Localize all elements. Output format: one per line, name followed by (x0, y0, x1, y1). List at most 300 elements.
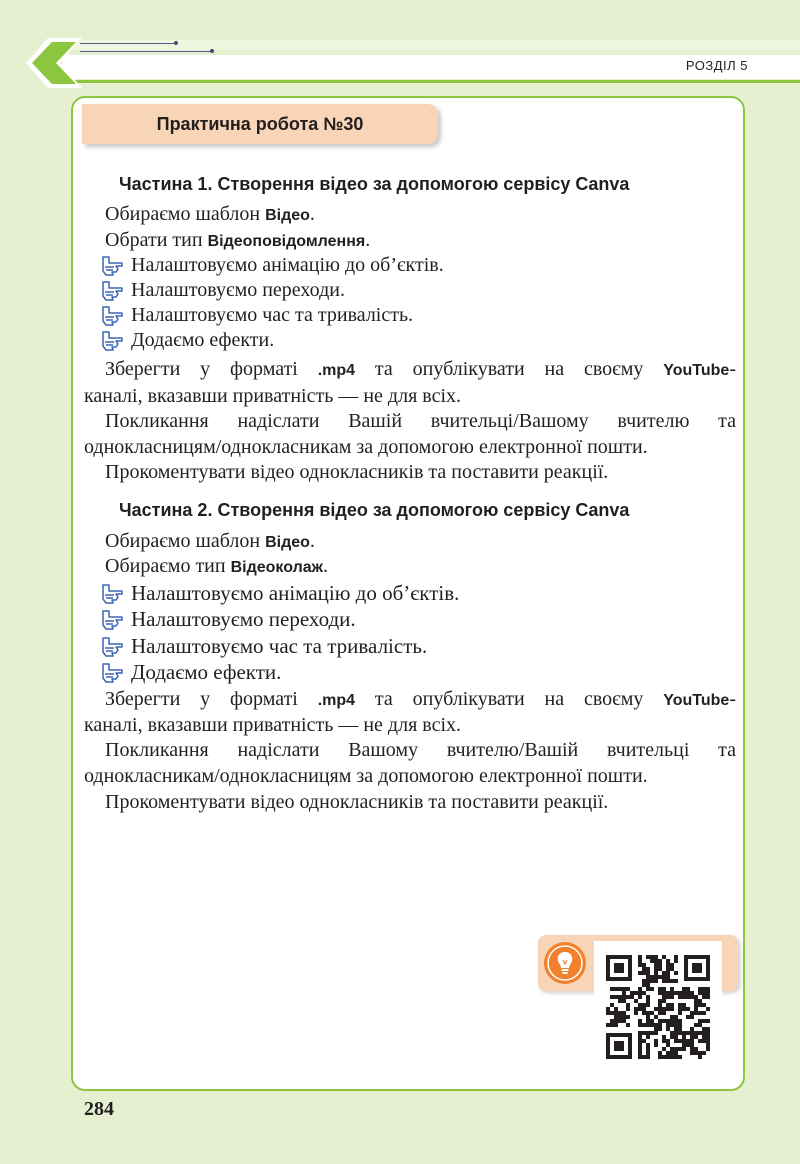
qr-module (670, 1015, 674, 1019)
qr-module (642, 963, 646, 967)
qr-module (706, 1007, 710, 1011)
qr-module (618, 1015, 622, 1019)
qr-module (646, 1019, 650, 1023)
qr-module (666, 991, 670, 995)
qr-module (642, 971, 646, 975)
qr-module (658, 987, 662, 991)
hand-pointer-icon (100, 609, 126, 631)
qr-module (646, 979, 650, 983)
qr-module (678, 995, 682, 999)
qr-module (682, 991, 686, 995)
qr-module (638, 1003, 642, 1007)
qr-module (678, 1007, 682, 1011)
qr-module (666, 963, 670, 967)
qr-module (682, 1035, 686, 1039)
qr-module (690, 1043, 694, 1047)
qr-module (686, 991, 690, 995)
qr-module (662, 1039, 666, 1043)
qr-module (662, 999, 666, 1003)
qr-module (658, 963, 662, 967)
qr-module (622, 995, 626, 999)
qr-module (666, 1007, 670, 1011)
qr-module (630, 991, 634, 995)
qr-module (618, 995, 622, 999)
qr-module (658, 999, 662, 1003)
qr-module (706, 1031, 710, 1035)
part2-template-line: Обираємо шаблон Відео. (105, 530, 315, 552)
qr-module (690, 1047, 694, 1051)
hand-pointer-icon (100, 662, 126, 684)
qr-module (678, 1055, 682, 1059)
qr-module (706, 1019, 710, 1023)
qr-module (694, 1035, 698, 1039)
part2-heading: Частина 2. Створення відео за допомогою сервісу Canva (119, 500, 630, 520)
qr-module (646, 987, 650, 991)
qr-module (662, 1055, 666, 1059)
qr-module (666, 1051, 670, 1055)
qr-module (638, 1007, 642, 1011)
qr-module (642, 979, 646, 983)
qr-module (674, 991, 678, 995)
qr-module (658, 1023, 662, 1027)
qr-module (638, 1051, 642, 1055)
hand-pointer-icon (100, 305, 126, 327)
qr-module (698, 987, 702, 991)
qr-module (626, 1003, 630, 1007)
qr-module (622, 1019, 626, 1023)
qr-module (626, 995, 630, 999)
qr-module (686, 987, 690, 991)
qr-module (642, 1007, 646, 1011)
qr-module (686, 1007, 690, 1011)
qr-module (678, 991, 682, 995)
qr-module (614, 1007, 618, 1011)
header-rule (80, 51, 212, 52)
qr-module (694, 1011, 698, 1015)
qr-module (666, 979, 670, 983)
qr-module (662, 1047, 666, 1051)
qr-module (658, 1007, 662, 1011)
qr-module (662, 987, 666, 991)
qr-module (674, 1027, 678, 1031)
qr-module (610, 1011, 614, 1015)
qr-module (702, 995, 706, 999)
qr-module (610, 1019, 614, 1023)
qr-module (622, 999, 626, 1003)
qr-module (686, 995, 690, 999)
qr-module (698, 1051, 702, 1055)
qr-module (698, 1003, 702, 1007)
lightbulb-icon (544, 942, 586, 984)
qr-module (670, 1019, 674, 1023)
qr-module (642, 1003, 646, 1007)
qr-module (674, 1039, 678, 1043)
qr-module (690, 1039, 694, 1043)
qr-module (666, 959, 670, 963)
qr-module (702, 1031, 706, 1035)
qr-module (686, 1039, 690, 1043)
qr-module (618, 1011, 622, 1015)
qr-module (614, 995, 618, 999)
qr-module (670, 995, 674, 999)
qr-module (670, 1007, 674, 1011)
qr-module (658, 1027, 662, 1031)
qr-module (610, 995, 614, 999)
qr-module (650, 979, 654, 983)
qr-module (654, 967, 658, 971)
qr-module (666, 1043, 670, 1047)
qr-module (674, 1055, 678, 1059)
qr-module (686, 1015, 690, 1019)
qr-module (674, 1019, 678, 1023)
qr-module (682, 1031, 686, 1035)
qr-module (698, 999, 702, 1003)
qr-module (658, 1003, 662, 1007)
qr-module (654, 963, 658, 967)
qr-module (670, 1031, 674, 1035)
qr-code[interactable] (594, 941, 722, 1069)
qr-module (606, 1011, 610, 1015)
lightbulb-badge (544, 942, 586, 984)
qr-module (658, 991, 662, 995)
qr-module (686, 1031, 690, 1035)
qr-module (654, 1039, 658, 1043)
qr-module (646, 971, 650, 975)
qr-module (614, 1015, 618, 1019)
qr-module (634, 1011, 638, 1015)
qr-module (638, 963, 642, 967)
qr-module (666, 967, 670, 971)
qr-module (702, 1011, 706, 1015)
part1-comment: Прокоментувати відео однокласників та поставити реакції. (105, 461, 609, 483)
qr-module (650, 1019, 654, 1023)
qr-module (702, 1051, 706, 1055)
qr-module (674, 959, 678, 963)
qr-module (638, 1023, 642, 1027)
qr-module (650, 955, 654, 959)
qr-module (666, 1023, 670, 1027)
qr-module (662, 971, 666, 975)
qr-module (706, 1027, 710, 1031)
qr-module (670, 1051, 674, 1055)
qr-module (670, 1047, 674, 1051)
qr-module (698, 1055, 702, 1059)
qr-module (662, 1035, 666, 1039)
qr-module (646, 1051, 650, 1055)
qr-module (626, 1007, 630, 1011)
header-rule-dot (174, 41, 178, 45)
qr-module (706, 987, 710, 991)
qr-module (694, 1047, 698, 1051)
qr-module (630, 995, 634, 999)
qr-module (646, 1015, 650, 1019)
part2-invite-line-2: однокласникам/однокласницям за допомогою електронної пошти. (84, 765, 648, 787)
qr-module (658, 959, 662, 963)
header-rule-dot (210, 49, 214, 53)
qr-module (698, 1031, 702, 1035)
qr-module (626, 1023, 630, 1027)
qr-module (626, 1015, 630, 1019)
hand-pointer-icon (100, 255, 126, 277)
qr-module (662, 995, 666, 999)
qr-module (698, 1023, 702, 1027)
qr-module (610, 1023, 614, 1027)
qr-module (658, 967, 662, 971)
qr-module (678, 1039, 682, 1043)
qr-module (670, 987, 674, 991)
qr-module (646, 1055, 650, 1059)
qr-module (610, 1003, 614, 1007)
qr-module (690, 1031, 694, 1035)
title-tab (82, 104, 438, 144)
qr-module (650, 1031, 654, 1035)
qr-module (694, 995, 698, 999)
qr-module (670, 1023, 674, 1027)
qr-module (650, 975, 654, 979)
qr-module (646, 1011, 650, 1015)
qr-module (678, 1023, 682, 1027)
qr-module (646, 967, 650, 971)
qr-module (702, 1003, 706, 1007)
qr-module (690, 1015, 694, 1019)
qr-module (666, 1019, 670, 1023)
qr-module (654, 1007, 658, 1011)
qr-module (606, 1023, 610, 1027)
qr-module (638, 995, 642, 999)
qr-module (634, 991, 638, 995)
qr-module (638, 1031, 642, 1035)
qr-module (666, 975, 670, 979)
qr-module (682, 995, 686, 999)
part1-template-line: Обираємо шаблон Відео. (105, 203, 315, 225)
qr-module (662, 1007, 666, 1011)
part1-heading: Частина 1. Створення відео за допомогою сервісу Canva (119, 174, 630, 194)
qr-module (622, 987, 626, 991)
qr-module (658, 1019, 662, 1023)
qr-module (706, 995, 710, 999)
qr-module (694, 1023, 698, 1027)
qr-module (638, 987, 642, 991)
qr-module (642, 1031, 646, 1035)
part2-save-line-1: Зберегти у форматі .mp4 та опублікувати на своєму YouTube- (105, 688, 736, 710)
qr-module (682, 1003, 686, 1007)
qr-module (654, 1031, 658, 1035)
qr-module (642, 1039, 646, 1043)
qr-module (650, 959, 654, 963)
qr-module (698, 991, 702, 995)
qr-module (654, 1027, 658, 1031)
qr-module (642, 967, 646, 971)
part1-save-line-1: Зберегти у форматі .mp4 та опублікувати на своєму YouTube- (105, 358, 736, 380)
qr-module (702, 1035, 706, 1039)
qr-module (654, 1015, 658, 1019)
section-label: РОЗДІЛ 5 (685, 58, 748, 73)
qr-module (654, 979, 658, 983)
qr-module (666, 971, 670, 975)
qr-module (678, 1019, 682, 1023)
qr-module (618, 1019, 622, 1023)
part1-invite-line-1: Покликання надіслати Вашій вчительці/Вашому вчителю та (105, 410, 736, 432)
qr-module (686, 1043, 690, 1047)
qr-module (702, 1039, 706, 1043)
qr-module (682, 1039, 686, 1043)
qr-module (674, 955, 678, 959)
qr-module (694, 1003, 698, 1007)
qr-module (654, 1023, 658, 1027)
qr-module (678, 1011, 682, 1015)
qr-module (642, 1055, 646, 1059)
qr-module (674, 1047, 678, 1051)
qr-module (678, 1027, 682, 1031)
part2-type-line: Обираємо тип Відеоколаж. (105, 555, 328, 577)
qr-module (646, 1003, 650, 1007)
qr-module (662, 991, 666, 995)
qr-module (674, 1035, 678, 1039)
qr-module (638, 1035, 642, 1039)
qr-module (706, 1035, 710, 1039)
qr-module (690, 991, 694, 995)
qr-module (662, 1011, 666, 1015)
qr-module (646, 1031, 650, 1035)
chapter-chevron-icon (26, 38, 82, 88)
qr-code-pattern (594, 941, 722, 1069)
qr-module (698, 1019, 702, 1023)
header-rule (80, 43, 176, 44)
qr-module (646, 983, 650, 987)
part2-save-line-2: каналі, вказавши приватність — не для всіх. (84, 714, 462, 736)
qr-module (614, 1019, 618, 1023)
qr-module (678, 1047, 682, 1051)
qr-module (662, 979, 666, 983)
qr-module (670, 991, 674, 995)
qr-module (674, 1023, 678, 1027)
qr-module (682, 987, 686, 991)
part1-save-line-2: каналі, вказавши приватність — не для всіх. (84, 385, 462, 407)
qr-module (662, 1019, 666, 1023)
qr-module (690, 995, 694, 999)
qr-module (638, 1039, 642, 1043)
qr-module (642, 991, 646, 995)
qr-module (702, 1019, 706, 1023)
qr-module (682, 1043, 686, 1047)
qr-module (606, 1007, 610, 1011)
qr-module (702, 1027, 706, 1031)
qr-module (706, 1039, 710, 1043)
qr-module (662, 955, 666, 959)
qr-module (646, 995, 650, 999)
qr-module (694, 1051, 698, 1055)
page-number: 284 (84, 1098, 114, 1120)
part1-invite-line-2: однокласницям/однокласникам за допомогою електронної пошти. (84, 436, 648, 458)
part2-comment: Прокоментувати відео однокласників та поставити реакції. (105, 791, 609, 813)
qr-module (674, 979, 678, 983)
qr-module (706, 991, 710, 995)
qr-module (666, 995, 670, 999)
qr-module (642, 1011, 646, 1015)
page-title: Практична робота №30 (156, 114, 364, 134)
qr-module (666, 1039, 670, 1043)
qr-module (654, 971, 658, 975)
qr-module (646, 1043, 650, 1047)
qr-module (642, 1023, 646, 1027)
qr-module (634, 999, 638, 1003)
qr-module (674, 971, 678, 975)
qr-module (638, 991, 642, 995)
qr-module (650, 1011, 654, 1015)
hand-pointer-icon (100, 636, 126, 658)
qr-module (646, 1035, 650, 1039)
hand-pointer-icon (100, 280, 126, 302)
qr-module (622, 1015, 626, 1019)
qr-module (654, 959, 658, 963)
qr-module (638, 1019, 642, 1023)
qr-module (634, 1007, 638, 1011)
qr-module (658, 1011, 662, 1015)
qr-module (706, 1047, 710, 1051)
header-underline (62, 80, 800, 83)
qr-module (638, 1047, 642, 1051)
qr-module (674, 1015, 678, 1019)
qr-module (682, 1047, 686, 1051)
qr-module (662, 975, 666, 979)
qr-module (626, 987, 630, 991)
qr-module (702, 991, 706, 995)
qr-module (618, 999, 622, 1003)
qr-module (666, 1003, 670, 1007)
qr-module (650, 1023, 654, 1027)
qr-module (622, 1011, 626, 1015)
qr-module (706, 1043, 710, 1047)
qr-module (614, 1011, 618, 1015)
qr-module (694, 1031, 698, 1035)
part1-type-line: Обрати тип Відеоповідомлення. (105, 229, 371, 251)
qr-module (654, 1043, 658, 1047)
qr-module (678, 1003, 682, 1007)
qr-module (690, 1035, 694, 1039)
qr-module (698, 1011, 702, 1015)
qr-module (690, 1011, 694, 1015)
qr-module (622, 991, 626, 995)
qr-module (702, 987, 706, 991)
qr-module (650, 987, 654, 991)
qr-module (614, 987, 618, 991)
header-band (62, 40, 800, 50)
qr-module (670, 1003, 674, 1007)
qr-module (678, 1031, 682, 1035)
qr-module (638, 959, 642, 963)
hand-pointer-icon (100, 583, 126, 605)
qr-module (682, 1007, 686, 1011)
qr-module (618, 987, 622, 991)
qr-module (610, 987, 614, 991)
hand-pointer-icon (100, 330, 126, 352)
qr-module (646, 1047, 650, 1051)
qr-module (646, 955, 650, 959)
qr-module (670, 1055, 674, 1059)
qr-module (670, 963, 674, 967)
qr-module (658, 1055, 662, 1059)
qr-module (674, 1031, 678, 1035)
qr-module (638, 971, 642, 975)
qr-module (654, 955, 658, 959)
qr-module (658, 975, 662, 979)
qr-module (670, 1035, 674, 1039)
qr-module (690, 1027, 694, 1031)
qr-module (638, 955, 642, 959)
qr-module (614, 1023, 618, 1027)
qr-module (638, 1055, 642, 1059)
qr-module (694, 999, 698, 1003)
